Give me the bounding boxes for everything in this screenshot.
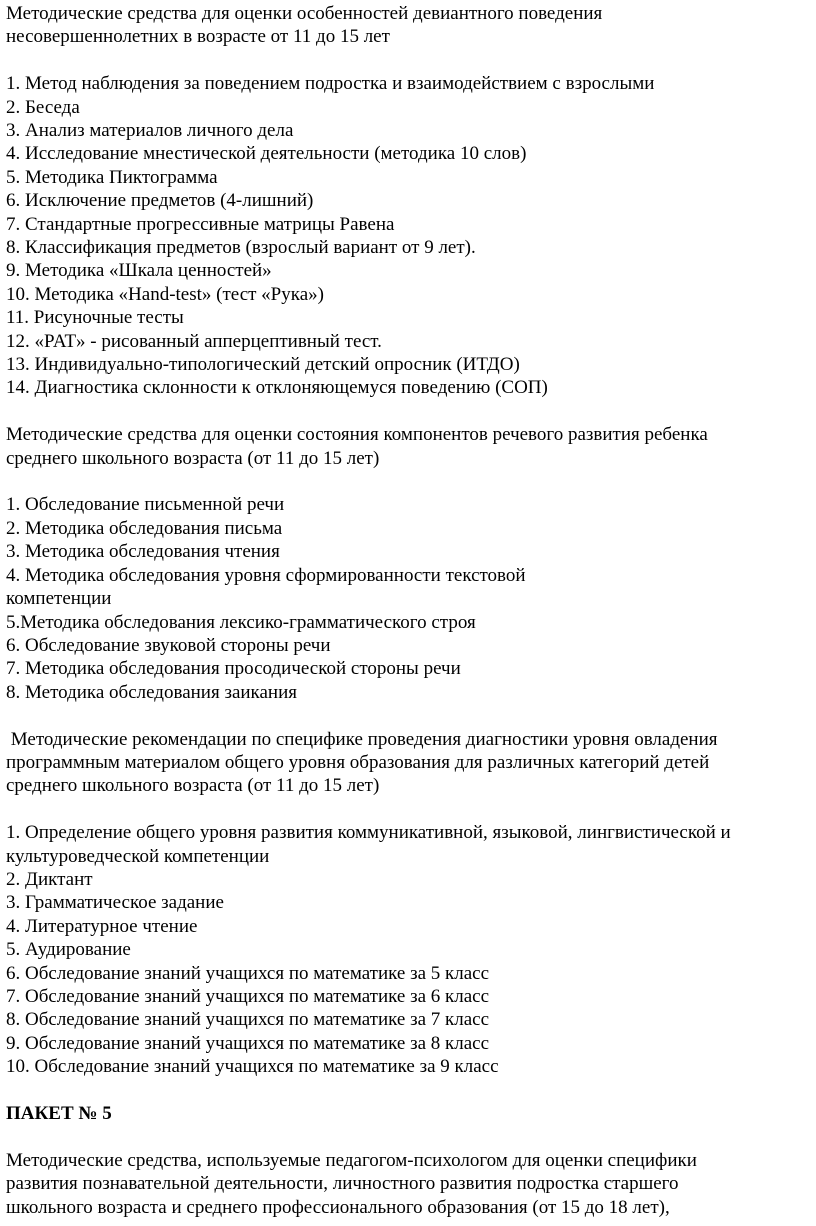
list-item: 5. Методика Пиктограмма xyxy=(6,166,218,188)
list-item: 5.Методика обследования лексико-грамматического строя xyxy=(6,611,476,633)
list-item: 4. Методика обследования уровня сформированности текстовой xyxy=(6,564,526,586)
package-title: ПАКЕТ № 5 xyxy=(6,1103,112,1124)
list-item: 7. Обследование знаний учащихся по математике за 6 класс xyxy=(6,985,490,1007)
section-psychologist-tools xyxy=(6,1149,810,1219)
list-item: 13. Индивидуально-типологический детский опросник (ИТДО) xyxy=(6,354,520,376)
section-program-mastery xyxy=(6,728,810,1079)
list-item: 9. Обследование знаний учащихся по математике за 8 класс xyxy=(6,1032,490,1054)
list-item: 3. Грамматическое задание xyxy=(6,892,224,914)
blank-line xyxy=(6,470,810,493)
list-item: 10. Методика «Hand-test» (тест «Рука») xyxy=(6,283,324,305)
list-item: 5. Аудирование xyxy=(6,939,131,961)
list-item: 7. Методика обследования просодической стороны речи xyxy=(6,658,461,680)
blank-line xyxy=(6,49,810,72)
list-item: 8. Обследование знаний учащихся по математике за 7 класс xyxy=(6,1009,490,1031)
list-item: 8. Методика обследования заикания xyxy=(6,681,298,703)
list-item: 6. Исключение предметов (4-лишний) xyxy=(6,190,314,212)
section-heading-line: несовершеннолетних в возрасте от 11 до 15 лет xyxy=(6,26,390,48)
section-heading-line: программным материалом общего уровня образования для различных категорий детей xyxy=(6,751,710,773)
blank-line xyxy=(6,704,810,727)
blank-line xyxy=(6,1125,810,1148)
list-item: 1. Определение общего уровня развития коммуникативной, языковой, лингвистической и xyxy=(6,822,731,844)
list-item: компетенции xyxy=(6,588,112,610)
blank-line xyxy=(6,1079,810,1102)
list-item: 2. Диктант xyxy=(6,868,93,890)
section-heading-line: Методические средства для оценки состояния компонентов речевого развития ребенка xyxy=(6,424,708,446)
list-item: 3. Анализ материалов личного дела xyxy=(6,120,294,142)
section-deviant-behavior xyxy=(6,2,810,400)
list-item: 4. Исследование мнестической деятельности (методика 10 слов) xyxy=(6,143,527,165)
list-item: 2. Беседа xyxy=(6,96,80,118)
list-item: 10. Обследование знаний учащихся по математике за 9 класс xyxy=(6,1056,499,1078)
list-item: 3. Методика обследования чтения xyxy=(6,541,280,563)
list-item: 6. Обследование звуковой стороны речи xyxy=(6,634,331,656)
section-heading-line: Методические средства для оценки особенностей девиантного поведения xyxy=(6,3,603,24)
list-item: 8. Классификация предметов (взрослый вариант от 9 лет). xyxy=(6,237,476,259)
list-item: 11. Рисуночные тесты xyxy=(6,307,184,329)
list-item: культуроведческой компетенции xyxy=(6,845,270,867)
list-item: 4. Литературное чтение xyxy=(6,915,198,937)
blank-line xyxy=(6,798,810,821)
blank-line xyxy=(6,400,810,423)
list-item: 7. Стандартные прогрессивные матрицы Равена xyxy=(6,213,395,235)
section-heading-line: среднего школьного возраста (от 11 до 15 лет) xyxy=(6,775,380,797)
list-item: 6. Обследование знаний учащихся по математике за 5 класс xyxy=(6,962,490,984)
list-item: 1. Обследование письменной речи xyxy=(6,494,285,516)
section-heading-line: школьного возраста и среднего профессионального образования (от 15 до 18 лет), xyxy=(6,1196,670,1218)
list-item: 1. Метод наблюдения за поведением подростка и взаимодействием с взрослыми xyxy=(6,73,655,95)
section-speech-development xyxy=(6,423,810,704)
list-item: 12. «PAT» - рисованный апперцептивный тест. xyxy=(6,330,382,352)
list-item: 14. Диагностика склонности к отклоняющемуся поведению (СОП) xyxy=(6,377,548,399)
section-heading-line: Методические рекомендации по специфике проведения диагностики уровня овладения xyxy=(6,728,718,750)
section-heading-line: развития познавательной деятельности, личностного развития подростка старшего xyxy=(6,1173,679,1195)
section-heading-line: среднего школьного возраста (от 11 до 15 лет) xyxy=(6,447,380,469)
section-heading-line: Методические средства, используемые педагогом-психологом для оценки специфики xyxy=(6,1149,697,1171)
list-item: 9. Методика «Шкала ценностей» xyxy=(6,260,272,282)
list-item: 2. Методика обследования письма xyxy=(6,517,283,539)
